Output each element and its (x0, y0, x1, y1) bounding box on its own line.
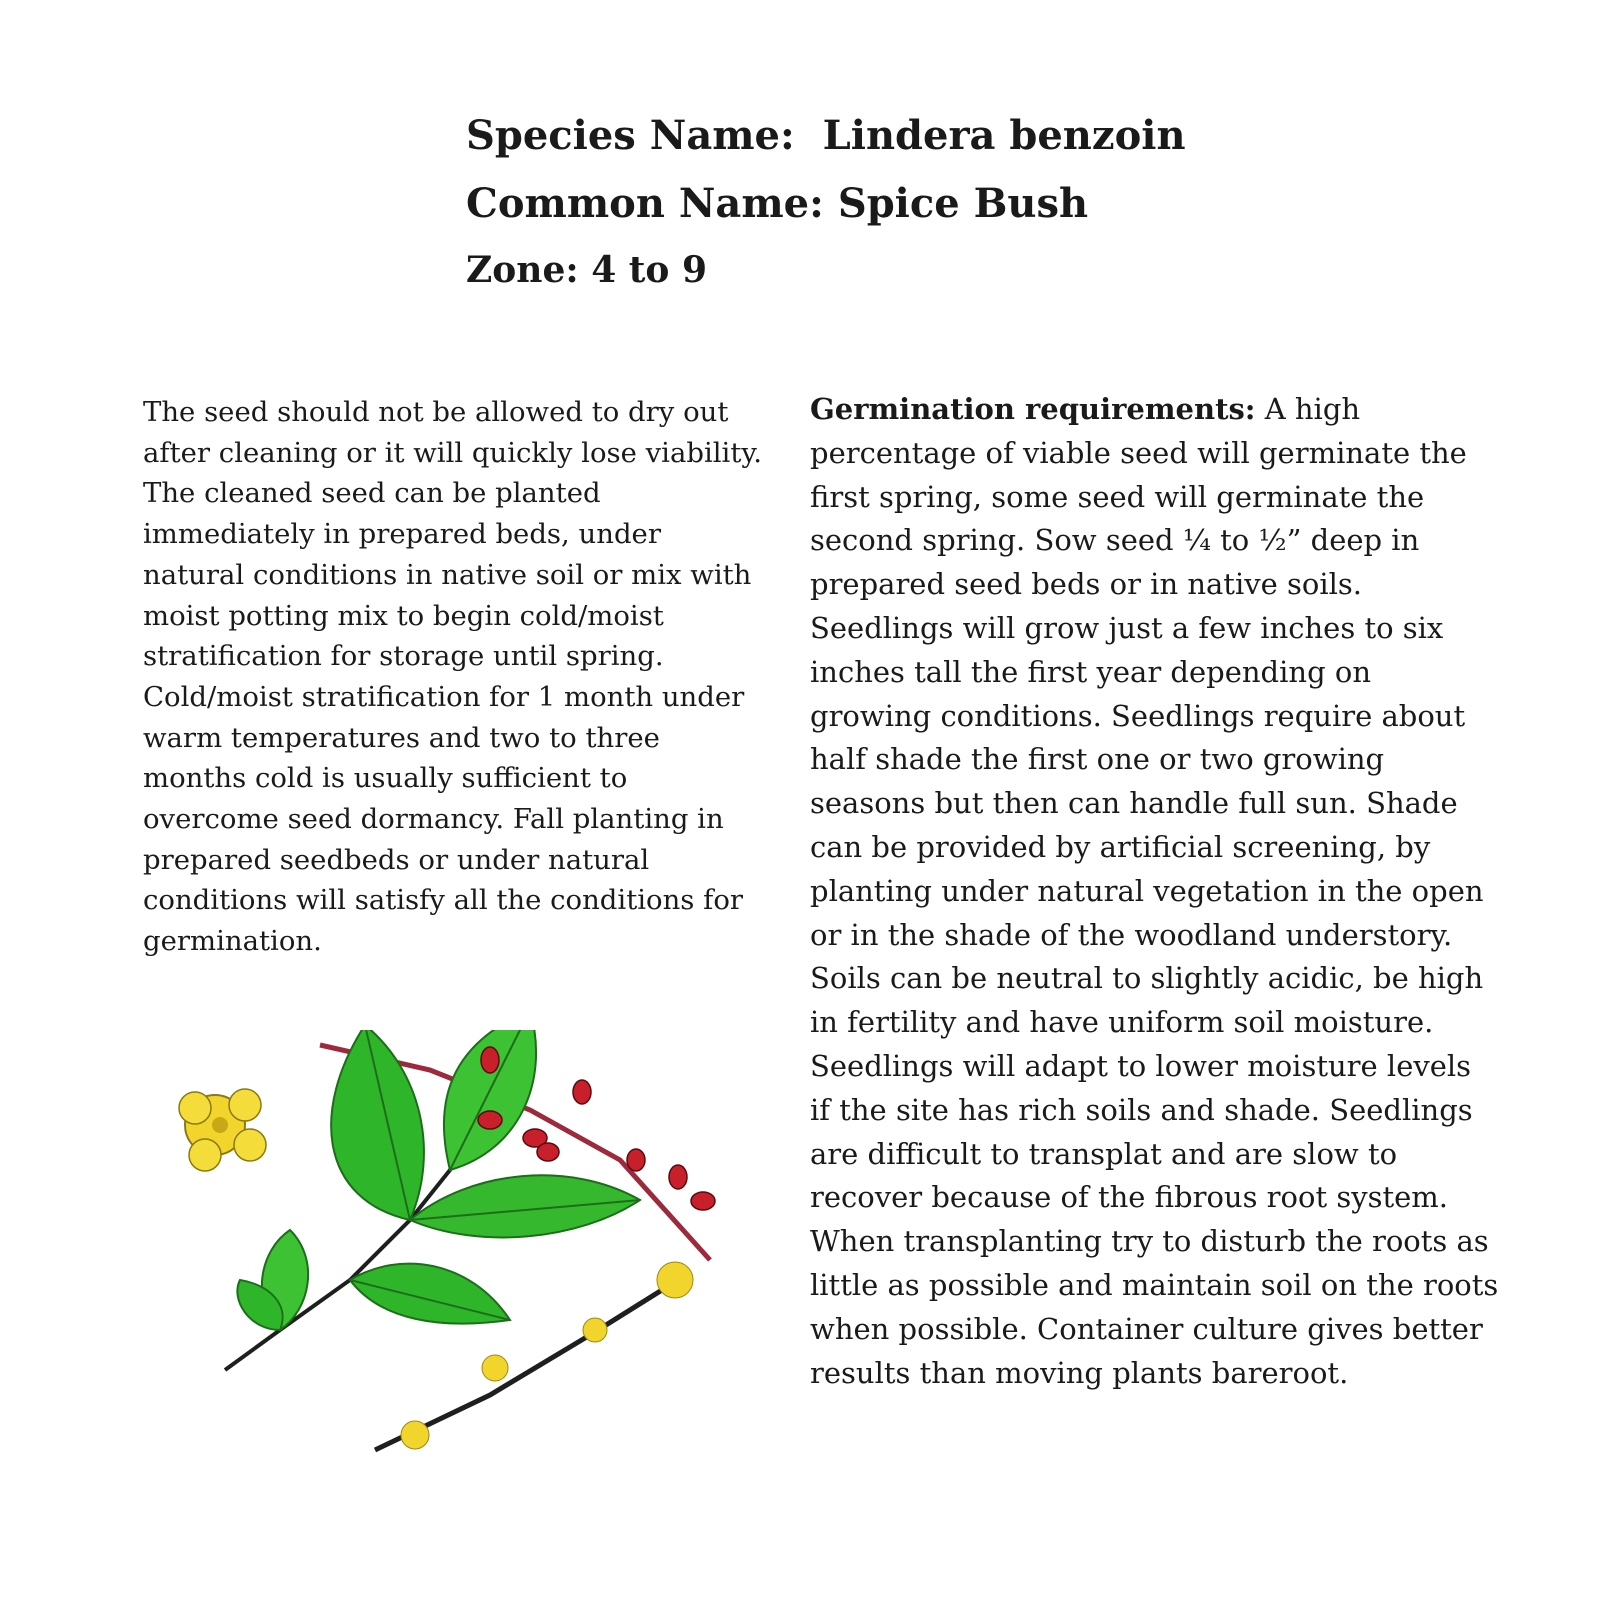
common-name-value: Spice Bush (837, 180, 1089, 227)
species-header (466, 112, 1366, 292)
species-name-value: Lindera benzoin (822, 112, 1186, 159)
zone-value: 4 to 9 (591, 249, 708, 291)
common-name-line (466, 180, 1366, 228)
germination-text: A high percentage of viable seed will germinate the first spring, some seed will germinate the second spring. Sow seed ¼ to ½” deep in prepared seed beds or in native soils. Seedlings will grow just a few inches to six inches tall the first year depending on growing conditions. Seedlings require about half shade the first one or two growing seasons but then can handle full sun. Shade can be provided by artificial screening, by planting under natural vegetation in the open or in the shade of the woodland understory. Soils can be neutral to slightly acidic, be high in fertility and have uniform soil moisture. Seedlings will adapt to lower moisture levels if the site has rich soils and shade. Seedlings are difficult to transplat and are slow to recover because of the fibrous root system. When transplanting try to disturb the roots as little as possible and maintain soil on the roots when possible. Container culture gives better results than moving plants bareroot. (810, 392, 1499, 1390)
species-name-label: Species Name: (466, 112, 795, 159)
common-name-label: Common Name: (466, 180, 824, 227)
spicebush-illustration (150, 1030, 750, 1500)
species-name-line (466, 112, 1366, 160)
zone-line (466, 248, 1366, 292)
zone-label: Zone: (466, 249, 579, 291)
seed-handling-column (143, 392, 763, 962)
germination-heading: Germination requirements: (810, 392, 1256, 426)
germination-paragraph (810, 388, 1500, 1395)
seed-handling-text: The seed should not be allowed to dry out after cleaning or it will quickly lose viability. The cleaned seed can be planted immediately in prepared beds, under natural conditions in native soil or mix with moist potting mix to begin cold/moist stratification for storage until spring. Cold/moist stratification for 1 month under warm temperatures and two to three months cold is usually sufficient to overcome seed dormancy. Fall planting in prepared seedbeds or under natural conditions will satisfy all the conditions for germination. (143, 396, 763, 958)
flower-cluster-image (179, 1089, 266, 1171)
germination-column (810, 388, 1500, 1395)
